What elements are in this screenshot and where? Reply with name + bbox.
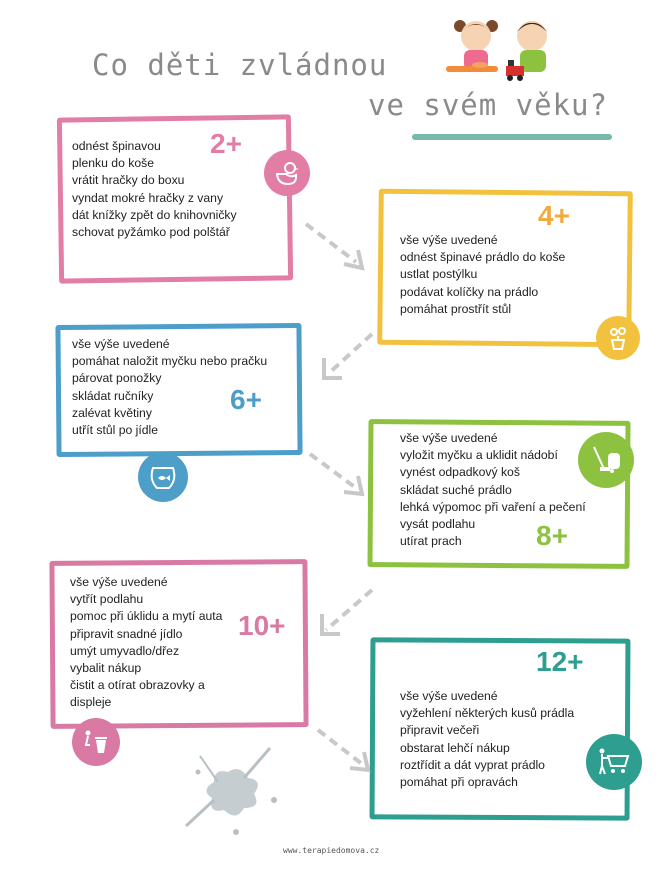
paint-splash-decoration (178, 742, 288, 842)
list-item: vyžehlení některých kusů prádla (400, 706, 575, 721)
arrow-6-to-8 (304, 448, 370, 500)
vacuum-cleaner-icon-badge (578, 432, 634, 488)
arrow-4-to-6 (318, 328, 378, 384)
list-item: vše výše uvedené (72, 337, 170, 351)
task-list-age-12 (400, 688, 574, 791)
age-label-2: 2+ (210, 128, 242, 159)
vacuum-cleaner-icon (588, 443, 624, 477)
list-item: vybalit nákup (70, 661, 142, 676)
list-item: vyndat mokré hračky z vany (72, 190, 224, 205)
list-item: vše výše uvedené (70, 575, 168, 589)
arrow-10-to-12 (312, 724, 376, 776)
list-item: skládat ručníky (72, 388, 154, 403)
children-illustration (436, 10, 566, 85)
duck-icon-badge (264, 150, 310, 196)
title-line-2: ve svém věku? (368, 88, 608, 122)
trash-bin-icon-badge (72, 718, 120, 766)
task-list-age-10 (70, 574, 222, 712)
list-item: dát knížky zpět do knihovničky (72, 207, 237, 222)
age-label-10: 10+ (238, 610, 286, 641)
age-label-6: 6+ (230, 384, 262, 415)
list-item: vynést odpadkový koš (400, 465, 520, 480)
list-item: utřít stůl po jídle (72, 423, 159, 438)
list-item: podávat kolíčky na prádlo (400, 284, 539, 299)
footer-url: www.terapiedomova.cz (283, 846, 380, 855)
list-item: připravit snadné jídlo (70, 626, 183, 641)
list-item: zalévat květiny (72, 405, 152, 420)
list-item: vyložit myčku a uklidit nádobí (400, 448, 558, 463)
list-item: obstarat lehčí nákup (400, 740, 510, 755)
list-item: ustlat postýlku (400, 267, 478, 282)
list-item: skládat suché prádlo (400, 482, 512, 497)
list-item: utírat prach (400, 534, 462, 549)
list-item: vysát podlahu (400, 517, 476, 532)
list-item: odnést špinavou (72, 139, 161, 153)
list-item: umýt umyvadlo/dřez (70, 643, 180, 658)
shopping-cart-icon (596, 746, 632, 778)
age-label-4: 4+ (538, 200, 570, 231)
list-item: pomáhat při opravách (400, 775, 518, 790)
task-list-age-4 (400, 232, 565, 318)
arrow-8-to-10 (316, 584, 378, 640)
list-item: roztřídit a dát vyprat prádlo (400, 757, 545, 772)
list-item: pomáhat naložit myčku nebo pračku (72, 354, 268, 369)
fishbowl-icon-badge (138, 452, 188, 502)
list-item: pomoc při úklidu a mytí auta (70, 609, 223, 624)
list-item: čistit a otírat obrazovky a (70, 678, 205, 693)
list-item: vše výše uvedené (400, 233, 498, 247)
list-item: plenku do koše (72, 156, 154, 171)
list-item: displeje (70, 695, 112, 710)
flower-pot-icon-badge (596, 316, 640, 360)
title-underline (412, 134, 612, 140)
list-item: vše výše uvedené (400, 431, 498, 445)
arrow-2-to-4 (300, 218, 370, 274)
age-label-8: 8+ (536, 520, 568, 551)
fishbowl-icon (147, 462, 179, 492)
list-item: schovat pyžámko pod polštář (72, 225, 230, 240)
flower-pot-icon (604, 324, 632, 352)
list-item: vrátit hračky do boxu (72, 173, 185, 188)
list-item: odnést špinavé prádlo do koše (400, 250, 566, 265)
list-item: vše výše uvedené (400, 689, 498, 703)
shopping-cart-icon-badge (586, 734, 642, 790)
trash-bin-icon (81, 727, 111, 757)
duck-icon (272, 158, 302, 188)
title-line-1: Co děti zvládnou (92, 48, 388, 82)
list-item: párovat ponožky (72, 371, 162, 386)
list-item: lehká výpomoc při vaření a pečení (400, 499, 586, 514)
list-item: pomáhat prostřít stůl (400, 301, 512, 316)
list-item: připravit večeři (400, 723, 480, 738)
list-item: vytřít podlahu (70, 592, 144, 607)
age-label-12: 12+ (536, 646, 584, 677)
